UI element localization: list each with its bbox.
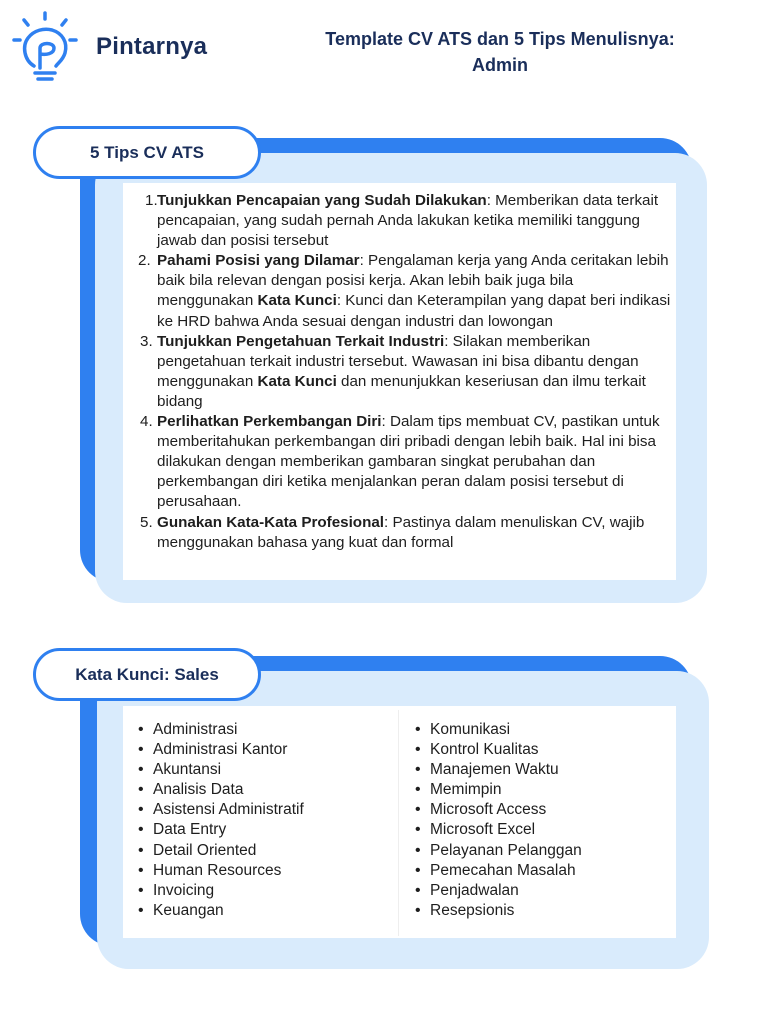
keyword-item: • Microsoft Excel xyxy=(406,820,668,840)
keyword-item: • Resepsionis xyxy=(406,901,668,921)
tip-item-1 xyxy=(128,191,673,251)
keyword-item: • Analisis Data xyxy=(129,780,391,800)
page-title-line-2: Admin xyxy=(472,55,528,75)
keyword-item: • Penjadwalan xyxy=(406,881,668,901)
keyword-item: • Administrasi Kantor xyxy=(129,740,391,760)
tip-number: 1. xyxy=(145,192,158,209)
tip-item-5 xyxy=(128,513,673,553)
keyword-item: • Komunikasi xyxy=(406,720,668,740)
keyword-item: • Pemecahan Masalah xyxy=(406,861,668,881)
keyword-item: • Pelayanan Pelanggan xyxy=(406,841,668,861)
page-title-line-1: Template CV ATS dan 5 Tips Menulisnya: xyxy=(325,29,675,49)
keyword-item: • Memimpin xyxy=(406,780,668,800)
keyword-item: • Human Resources xyxy=(129,861,391,881)
brand-name: Pintarnya xyxy=(96,33,208,60)
tip-text: : Pastinya dalam menuliskan CV, wajib menggunakan bahasa yang kuat dan formal xyxy=(157,513,645,551)
tip-item-4 xyxy=(128,412,673,512)
keyword-item: • Manajemen Waktu xyxy=(406,760,668,780)
tip-text: : Memberikan data terkait pencapaian, yang sudah pernah Anda lakukan ketika memiliki tanggung jawab dan posisi tersebut xyxy=(157,192,659,250)
tip-text: : Pengalaman kerja yang Anda ceritakan lebih baik bila relevan dengan posisi kerja. Akan lebih baik juga bila menggunakan xyxy=(157,252,669,310)
tip-text: : Silakan memberikan pengetahuan terkait industri tersebut. Wawasan ini bisa dibantu dengan menggunakan xyxy=(157,332,639,390)
lightbulb-p-logo-icon xyxy=(10,10,80,84)
tip-title: Gunakan Kata-Kata Profesional xyxy=(157,513,385,531)
keywords-column-divider xyxy=(398,710,399,936)
tip-item-3 xyxy=(128,332,673,412)
keyword-item: • Kontrol Kualitas xyxy=(406,740,668,760)
tip-title: Tunjukkan Pencapaian yang Sudah Dilakukan xyxy=(157,192,487,209)
tip-title: Tunjukkan Pengetahuan Terkait Industri xyxy=(157,332,445,350)
tips-list xyxy=(128,191,673,553)
tip-keyword: Kata Kunci xyxy=(257,292,337,310)
keyword-item: • Administrasi xyxy=(129,720,391,740)
keyword-item: • Data Entry xyxy=(129,820,391,840)
tip-title: Pahami Posisi yang Dilamar xyxy=(157,252,360,270)
tip-number: 2. xyxy=(138,252,151,270)
tip-text: : Kunci dan Keterampilan yang dapat beri indikasi ke HRD bahwa Anda sesuai dengan industri dan lowongan xyxy=(157,292,671,330)
keyword-item: • Detail Oriented xyxy=(129,841,391,861)
keywords-list-right xyxy=(406,720,668,921)
keyword-item: • Invoicing xyxy=(129,881,391,901)
tip-title: Perlihatkan Perkembangan Diri xyxy=(157,413,382,431)
tip-keyword: Kata Kunci xyxy=(257,372,337,390)
tip-item-2 xyxy=(128,251,673,331)
keyword-item: • Asistensi Administratif xyxy=(129,800,391,820)
tip-number: 4. xyxy=(140,413,153,431)
keywords-list-left xyxy=(129,720,391,921)
tips-section-heading: 5 Tips CV ATS xyxy=(33,126,261,179)
tip-text: dan menunjukkan keseriusan dan ilmu terkait bidang xyxy=(157,372,646,410)
page-title xyxy=(290,26,710,78)
tip-text: : Dalam tips membuat CV, pastikan untuk memberitahukan perkembangan diri pribadi dengan lebih baik. Hal ini bisa dilakukan dengan memberikan gambaran singkat perubahan dan perkembangan diri ketika menjalankan peran dalam posisi tersebut di perusahaan. xyxy=(157,413,660,511)
keyword-item: • Keuangan xyxy=(129,901,391,921)
tip-number: 3. xyxy=(140,332,153,350)
tip-number: 5. xyxy=(140,513,153,531)
keyword-item: • Akuntansi xyxy=(129,760,391,780)
keyword-item: • Microsoft Access xyxy=(406,800,668,820)
keywords-section-heading: Kata Kunci: Sales xyxy=(33,648,261,701)
